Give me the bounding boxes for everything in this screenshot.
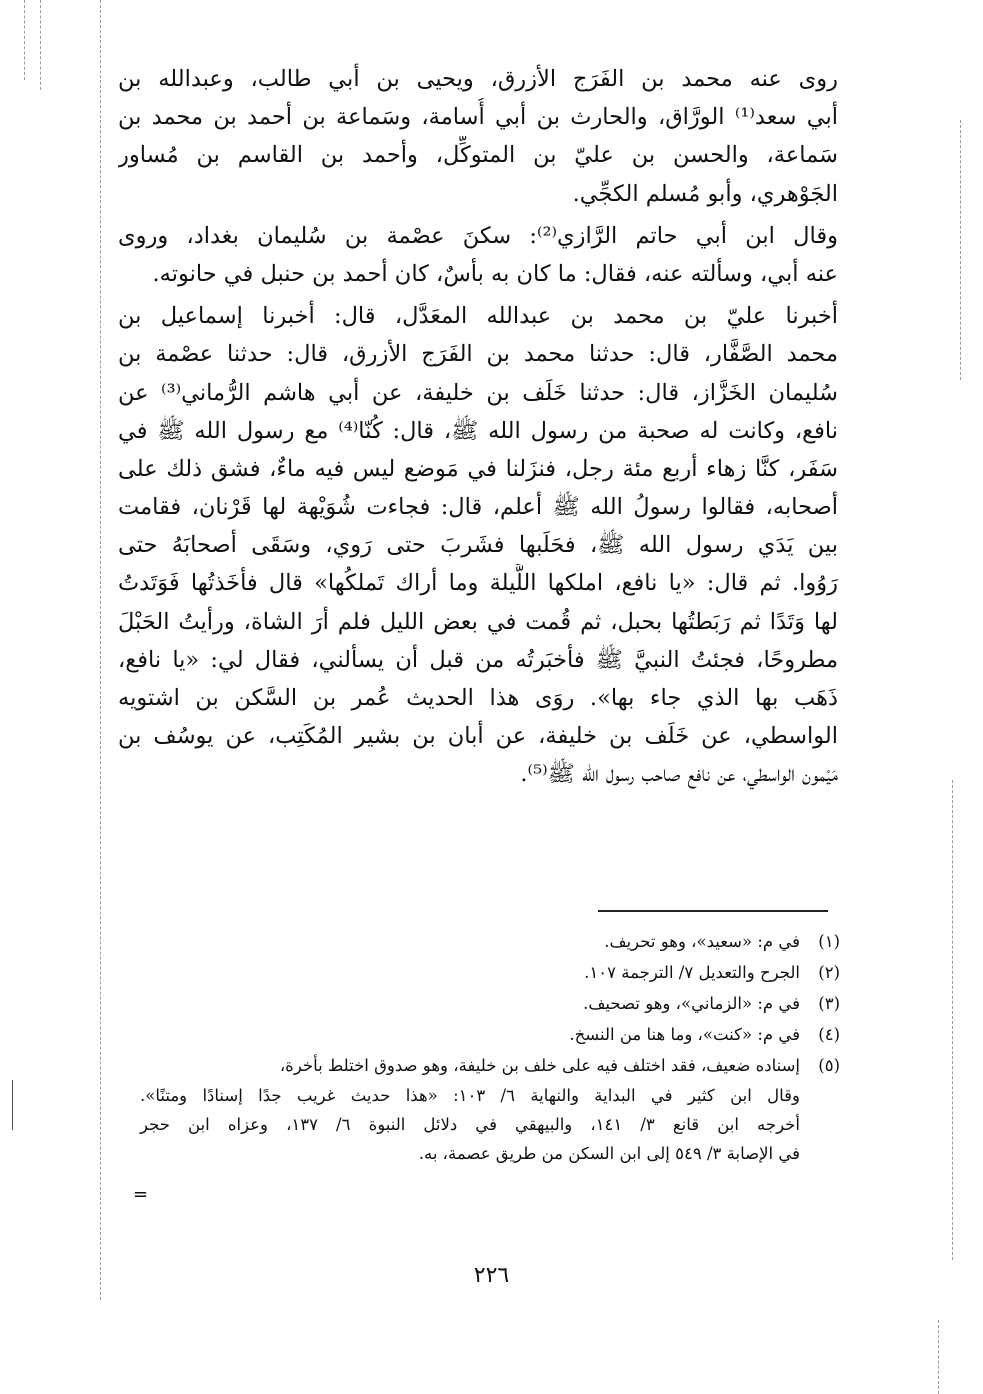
text-line: أبي سعد⁽¹⁾ الورَّاق، والحارث بن أبي أُسامة، وسَماعة بن أحمد بن محمد بن xyxy=(118,104,838,131)
continuation-mark: = xyxy=(133,1184,149,1205)
text-line: سُليمان الخَزَّاز، قال: حدثنا خَلَف بن خليفة، عن أبي هاشم الرُّماني⁽³⁾ عن xyxy=(118,379,838,406)
text-line: عنه أبي، وسألته عنه، فقال: ما كان به بأسٌ، كان أحمد بن حنبل في حانوته. xyxy=(152,260,838,287)
main-text xyxy=(118,60,838,794)
footnote-text: إسناده ضعيف، فقد اختلف فيه على خلف بن خليفة، وهو صدوق اختلط بأخرة، xyxy=(279,1056,800,1075)
scan-artifact-line xyxy=(952,780,953,1260)
footnote-number: (١) xyxy=(818,932,840,951)
scan-artifact-line xyxy=(24,0,25,80)
text-line: نافع، وكانت له صحبة من رسول الله ﷺ، قال: كُنّا⁽⁴⁾ مع رسول الله ﷺ في xyxy=(118,417,838,444)
footnote-continuation: وقال ابن كثير في البداية والنهاية ٦/ ١٠٣: «هذا حديث غريب جدًا إسنادًا ومتنًا». xyxy=(140,1086,800,1105)
footnote xyxy=(140,988,840,1019)
text-line: سَماعة، والحسن بن عليّ بن المتوكِّل، وأحمد بن القاسم بن مُساور xyxy=(118,142,838,169)
text-line: مطروحًا، فجئتُ النبيَّ ﷺ فأخبَرتُه من قبل أن يسألني، فقال لي: «يا نافع، xyxy=(118,646,838,673)
text-line: مَيْمون الواسطي، عن نافع صاحب رسول الله ﷺ⁽⁵⁾. xyxy=(520,761,838,788)
footnote-number: (٥) xyxy=(818,1056,840,1075)
text-line: أصحابه، فقالوا رسولُ الله ﷺ أعلم، قال: فجاءت شُوَيْهة لها قَرْنان، فقامت xyxy=(118,494,838,521)
scan-artifact-line xyxy=(100,0,101,1300)
footnote-text: في م: «كنت»، وما هنا من النسخ. xyxy=(569,1025,800,1044)
footnote-separator xyxy=(598,910,828,912)
footnote xyxy=(140,957,840,988)
text-line: لها وَتَدًا ثم رَبَطتُها بحبل، ثم قُمت في بعض الليل فلم أرَ الشاة، ورأيتُ الحَبْلَ xyxy=(118,608,838,635)
text-line: وقال ابن أبي حاتم الرَّازي⁽²⁾: سكنَ عصْمة بن سُليمان بغداد، وروى xyxy=(118,222,838,249)
page-number: ٢٢٦ xyxy=(473,1263,510,1288)
text-line: ذَهَب بها الذي جاء بها». روَى هذا الحديث عُمر بن السَّكن بن اشتويه xyxy=(118,685,838,711)
footnote-text: في م: «الزماني»، وهو تصحيف. xyxy=(583,994,800,1013)
text-line: الواسطي، عن خَلَف بن خليفة، عن أبان بن بشير المُكَتِب، عن يوسُف بن xyxy=(118,723,838,750)
footnotes xyxy=(140,926,840,1168)
text-line: رَوُوا. ثم قال: «يا نافع، املكها اللَّيلة وما أراك تَملكُها» قال فأخَذتُها فَوَتَدتُ xyxy=(118,570,838,597)
footnote xyxy=(140,1019,840,1050)
footnote-number: (٤) xyxy=(818,1025,840,1044)
footnote-text: في م: «سعيد»، وهو تحريف. xyxy=(604,932,800,951)
text-line: الجَوْهري، وأبو مُسلم الكجِّي. xyxy=(572,180,838,207)
scan-artifact-line xyxy=(960,120,961,380)
scan-artifact-line xyxy=(40,0,41,90)
text-line: بين يَدَي رسول الله ﷺ، فحَلَبها فشَربَ حتى رَوي، وسَقَى أصحابَهُ حتى xyxy=(118,532,838,559)
scan-artifact-line xyxy=(12,1080,13,1130)
footnote-text: الجرح والتعديل ٧/ الترجمة ١٠٧. xyxy=(584,963,800,982)
footnote-number: (٢) xyxy=(818,963,840,982)
footnote-continuation: في الإصابة ٣/ ٥٤٩ إلى ابن السكن من طريق عصمة، به. xyxy=(418,1144,800,1163)
text-line: محمد الصَّفَّار، قال: حدثنا محمد بن الفَرَج الأزرق، قال: حدثنا عصْمة بن xyxy=(118,341,838,368)
text-line: أخبرنا عليّ بن محمد بن عبدالله المعَدَّل، قال: أخبرنا إسماعيل بن xyxy=(118,303,838,330)
footnote xyxy=(140,926,840,957)
text-line: روى عنه محمد بن الفَرَج الأزرق، ويحيى بن أبي طالب، وعبدالله بن xyxy=(118,66,838,92)
footnote xyxy=(140,1050,840,1081)
footnote-number: (٣) xyxy=(818,994,840,1013)
footnote-continuation: أخرجه ابن قانع ٣/ ١٤١، والبيهقي في دلائل النبوة ٦/ ١٣٧، وعزاه ابن حجر xyxy=(140,1115,800,1134)
text-line: سَفَر، كنَّا زهاء أربع مئة رجل، فنزَلنا في مَوضع ليس فيه ماءٌ، فشق ذلك على xyxy=(118,455,838,482)
scan-artifact-line xyxy=(938,1320,939,1394)
